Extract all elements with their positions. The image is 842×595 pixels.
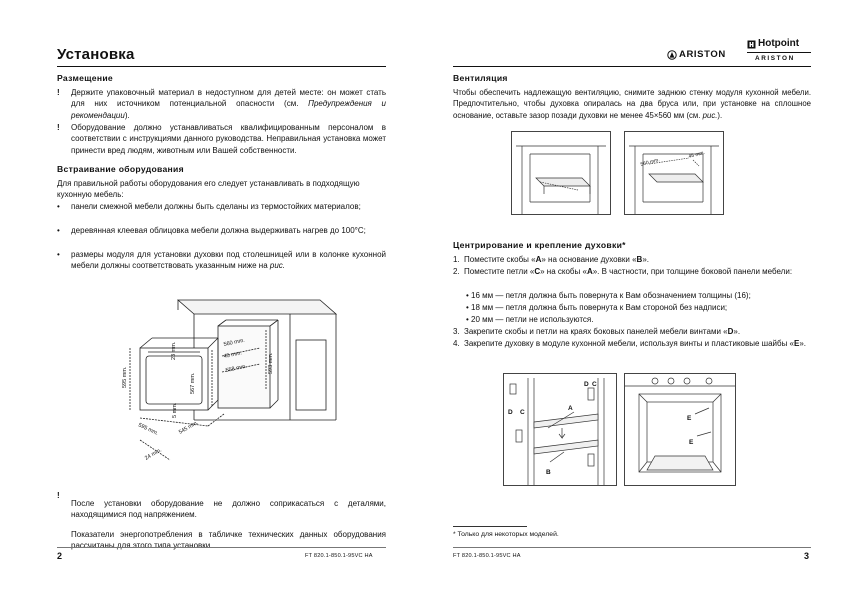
ariston-logo-icon [667,50,677,60]
title-rule [453,66,811,67]
step-bold: A [586,267,593,276]
brand-hotpoint-sub: ARISTON [755,55,795,62]
dim-23: 23 mm. [171,341,177,360]
step-text [464,266,811,277]
builtin-intro: Для правильной работы оборудования его следует устанавливать в подходящую кухонную мебель: [57,179,360,200]
bullet-item [57,249,386,272]
heading-centering: Центрирование и крепление духовки* [453,240,626,250]
label-c2: C [592,381,597,388]
label-d: D [508,409,513,416]
step-post: ». [642,255,649,264]
ventilation-italic: рис. [702,110,718,120]
bullet-text: деревянная клеевая облицовка мебели должна выдерживать нагрев до 100°C; [71,226,366,235]
step-item [453,254,811,265]
bullet-text: панели смежной мебели должны быть сделаны из термостойких материалов; [71,202,361,211]
label-a: A [568,405,573,412]
dim-567: 567 mm. [190,372,196,394]
fixing-drawing-1 [504,374,616,485]
ventilation-text [453,87,811,121]
dim-593: 593 mm. [268,352,274,374]
step-text [464,338,811,349]
bullet-italic: рис. [269,261,285,271]
step-post: ». [799,339,807,348]
step-number: 4. [453,339,460,348]
dim-560: 560 mm. [223,337,246,348]
label-d2: D [584,381,589,388]
step-bold: A [535,255,542,264]
page-number: 2 [57,551,63,561]
footer-rule [57,547,386,548]
dim-45: 45 mm. [223,350,243,360]
warning-tail: ). [124,110,130,120]
heading-placement: Размещение [57,73,113,83]
step-bold: C [534,267,541,276]
warning-packaging [57,87,386,121]
dim-545: 545 mm. [178,419,200,436]
step-number: 2. [453,267,460,276]
fixing-figure-2 [624,373,736,486]
note-text-1: После установки оборудование не должно соприкасаться с деталями, находящимися под напряжением. [71,499,386,520]
step-post: ». В частности, при толщине боковой панели мебели: [592,267,793,276]
model-code: FT 820.1-850.1-95VC HA [305,553,373,559]
heading-ventilation: Вентиляция [453,73,508,83]
warning-text: Держите упаковочный материал в недоступном для детей месте: он может стать для них источником потенциальной опасности (см. [71,88,386,109]
heading-builtin: Встраивание оборудования [57,164,184,174]
ventilation-drawing-1 [512,132,610,214]
note-contact [57,490,386,559]
warning-mark: ! [57,88,60,97]
step-item [453,266,811,277]
dim-24: 24 mm. [144,447,163,462]
step-mid: » на скобы « [540,267,587,276]
subitem: • 18 мм — петля должна быть повернута к Вам стороной без надписи; [466,303,728,312]
step-mid: » на основание духовки « [541,255,637,264]
installation-diagram [100,290,340,470]
step-bold: D [727,327,734,336]
vent-dim-560: 560 mm. [639,157,661,168]
step-pre: Поместите скобы « [464,255,536,264]
note-text-2: Показатели энергопотребления в табличке технических данных оборудования рассчитаны для этого типа установки. [71,529,386,550]
bullet-dot: • [57,250,60,259]
step-item [453,338,811,349]
label-b: B [546,469,551,476]
ventilation-figure-1 [511,131,611,215]
footnote: * Только для некоторых моделей. [453,531,559,538]
label-e: E [687,415,692,422]
brand-hotpoint: Hotpoint [758,38,800,49]
page-number: 3 [804,551,810,561]
step-pre: Поместите петли « [464,267,535,276]
warning-italic: Предупреждения и рекомендации [71,99,386,120]
bullet-item [57,201,386,212]
ventilation-drawing-2 [625,132,723,214]
step-text [464,326,811,337]
step-text [464,254,811,265]
step-item [453,326,811,337]
brand-logos [667,40,811,68]
bullet-text [71,249,386,272]
brand-ariston: ARISTON [679,49,726,60]
subitem: • 16 мм — петля должна быть повернута к Вам обозначением толщины (16); [466,291,751,300]
step-pre: Закрепите скобы и петли на краях боковых панелей мебели винтами « [464,327,728,336]
dim-595b: 595 mm. [137,422,160,437]
label-c: C [520,409,525,416]
note-contact-text [71,490,386,559]
footnote-rule [453,526,527,527]
warning-packaging-text [71,87,386,121]
right-page [421,0,842,595]
ventilation-figure-2 [624,131,724,215]
ventilation-tail: ). [717,110,723,120]
model-code: FT 820.1-850.1-95VC HA [453,553,521,559]
label-e2: E [689,439,694,446]
dim-5: 5 mm. [172,402,178,418]
warning-installer-text: Оборудование должно устанавливаться квалифицированным персоналом в соответствии с инструкциями данного руководства. Неправильная установка может принести вред людям, животным или Вашей собственности. [71,123,386,155]
warning-mark: ! [57,123,60,132]
step-bold: E [794,339,800,348]
warning-mark: ! [57,491,60,500]
warning-installer [57,122,386,156]
footer-rule [453,547,811,548]
step-bold: B [636,255,643,264]
vent-dim-45: 45 mm. [687,149,706,160]
step-number: 3. [453,327,460,336]
bullet-item [57,225,386,236]
dim-595: 595 mm. [122,366,128,388]
dim-558: 558 mm. [225,363,248,374]
fixing-drawing-2 [625,374,735,485]
ventilation-main: Чтобы обеспечить надлежащую вентиляцию, снимите заднюю стенку модуля кухонной мебели. Предпочтительно, чтобы духовка опиралась на два бруса или, при установке на сплошное основание, оставьте зазор позади духовки не менее 45×560 мм (см. [453,88,811,120]
bullet-dot: • [57,202,60,211]
bullet-dot: • [57,226,60,235]
step-post: ». [733,327,741,336]
bullet-text-main: размеры модуля для установки духовки под столешницей или в колонке кухонной мебели должны соответствовать указанным ниже на [71,250,386,271]
page-title: Установка [57,46,135,63]
step-number: 1. [453,255,460,264]
logo-divider [747,52,811,53]
hotpoint-logo-icon [747,40,756,49]
step-pre: Закрепите духовку в модуле кухонной мебели, используя винты и пластиковые шайбы « [464,339,794,348]
fixing-figure-1 [503,373,617,486]
subitem: • 20 мм — петли не используются. [466,315,594,324]
title-rule [57,66,386,67]
